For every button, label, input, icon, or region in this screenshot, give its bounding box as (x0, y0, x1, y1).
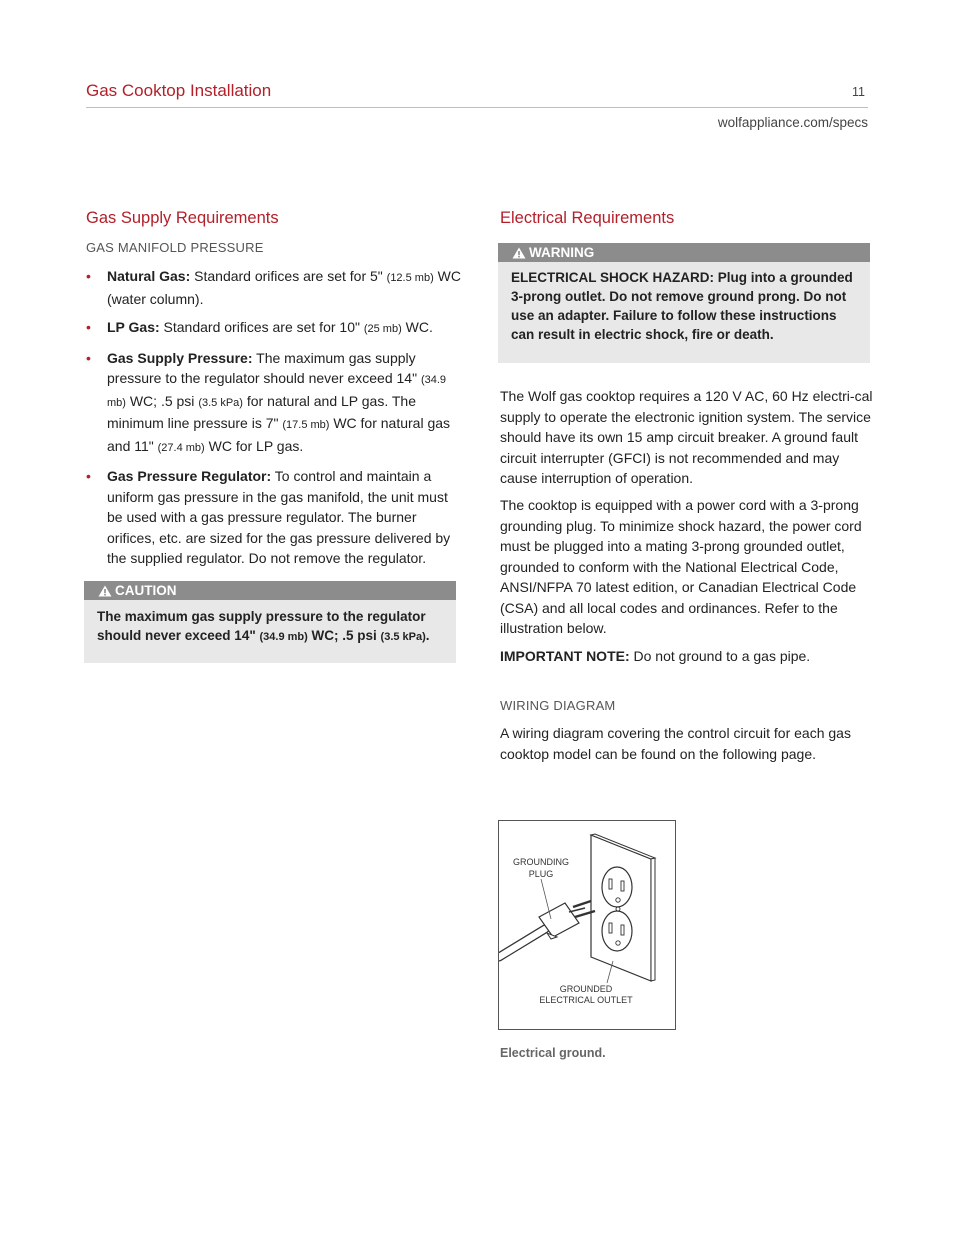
header-divider (86, 107, 868, 108)
caution-text-part: The maximum gas supply pressure to the regulator should never exceed 14" (97, 609, 426, 643)
bullet-label: LP Gas: (107, 319, 160, 335)
bullet-label: Natural Gas: (107, 268, 191, 284)
caution-text-part: WC; .5 psi (307, 628, 381, 643)
grounding-plug-label-line: GROUNDING (513, 857, 569, 867)
list-item (85, 317, 467, 340)
caution-label: CAUTION (115, 583, 177, 598)
bullet-icon: • (86, 468, 91, 484)
important-note (500, 646, 876, 667)
caution-header (84, 581, 456, 600)
page-header-title: Gas Cooktop Installation (86, 81, 272, 100)
electrical-ground-figure (498, 820, 676, 1030)
warning-triangle-icon (512, 247, 526, 259)
bullet-text: To control and maintain a uniform gas pressure in the gas manifold, the unit must be used with a gas pressure regulator. The burner orifices, etc. are sized for the gas pressure delivered by the supplied regulator. Do not remove the regulator. (107, 468, 451, 566)
bullet-label: Gas Supply Pressure: (107, 349, 253, 366)
gas-manifold-subhead: GAS MANIFOLD PRESSURE (86, 240, 264, 255)
unit-text: (25 mb) (363, 323, 402, 335)
warning-label: WARNING (529, 245, 595, 260)
bullet-icon: • (86, 268, 91, 284)
unit-text: (34.9 mb) (107, 374, 447, 409)
bullet-text: WC. (401, 319, 433, 335)
bullet-text: WC for LP gas. (204, 437, 304, 454)
warning-box (498, 243, 870, 363)
warning-triangle-icon (98, 585, 112, 597)
list-item (85, 466, 467, 569)
unit-text: (17.5 mb) (282, 419, 330, 431)
caution-box (84, 581, 456, 663)
wiring-diagram-subhead: WIRING DIAGRAM (500, 698, 616, 713)
page-number: 11 (852, 85, 865, 99)
important-note-text: Do not ground to a gas pipe. (629, 648, 811, 664)
electrical-title: Electrical Requirements (500, 209, 675, 227)
bullet-label: Gas Pressure Regulator: (107, 468, 272, 484)
electrical-paragraph-2: The cooktop is equipped with a power cord with a 3-prong grounding plug. To minimize shock hazard, the power cord must be plugged into a mating 3-prong grounded outlet, grounded to conform with the National Electrical Code, ANSI/NFPA 70 latest edition, or Canadian Electrical Code (CSA) and all local codes and ordinances. Refer to the illustration below. (500, 497, 862, 636)
list-item (85, 266, 467, 309)
bullet-text: Standard orifices are set for 10" (159, 319, 364, 335)
bullet-text: The maximum gas supply pressure to the regulator should never exceed 14" (107, 349, 421, 386)
grounding-plug-label (505, 856, 577, 880)
warning-header (498, 243, 870, 262)
caution-text-part: . (425, 628, 430, 643)
bullet-icon: • (86, 349, 91, 366)
caution-text (84, 600, 456, 647)
grounded-outlet-label-line: ELECTRICAL OUTLET (539, 995, 633, 1005)
gas-supply-bullet-list (85, 266, 467, 577)
unit-text: (27.4 mb) (157, 441, 205, 454)
unit-text: (34.9 mb) (259, 631, 308, 643)
grounding-plug-label-line: PLUG (528, 869, 554, 879)
figure-caption: Electrical ground. (500, 1046, 606, 1060)
bullet-icon: • (86, 319, 91, 335)
gas-supply-title: Gas Supply Requirements (86, 209, 279, 227)
wiring-diagram-text: A wiring diagram covering the control circuit for each gas cooktop model can be found on the following page. (500, 725, 851, 762)
unit-text: (3.5 kPa) (198, 396, 243, 409)
list-item (85, 348, 467, 459)
grounded-outlet-label-line: GROUNDED (559, 984, 613, 994)
grounded-outlet-label (521, 984, 651, 1006)
important-note-label: IMPORTANT NOTE: (500, 648, 630, 664)
unit-text: (12.5 mb) (386, 272, 434, 284)
bullet-text: for natural and LP gas. The minimum line pressure is 7" (107, 392, 416, 431)
bullet-text: Standard orifices are set for 5" (190, 268, 387, 284)
website-link[interactable]: wolfappliance.com/specs (717, 115, 868, 130)
bullet-text: WC for natural gas and 11" (107, 415, 451, 454)
bullet-text: WC (water column). (107, 268, 461, 307)
warning-text: ELECTRICAL SHOCK HAZARD: Plug into a grounded 3-prong outlet. Do not remove ground prong. Do not use an adapter. Failure to follow these instructions can result in electric shock, fire or death. (511, 270, 853, 342)
bullet-text: WC; .5 psi (125, 392, 199, 409)
electrical-paragraph-1: The Wolf gas cooktop requires a 120 V AC, 60 Hz electri-cal supply to operate the electronic ignition system. The service should have its own 15 amp circuit breaker. A ground fault circuit interrupter (GFCI) is not recommended and may cause interruption of operation. (500, 388, 873, 486)
unit-text: (3.5 kPa) (380, 631, 426, 643)
